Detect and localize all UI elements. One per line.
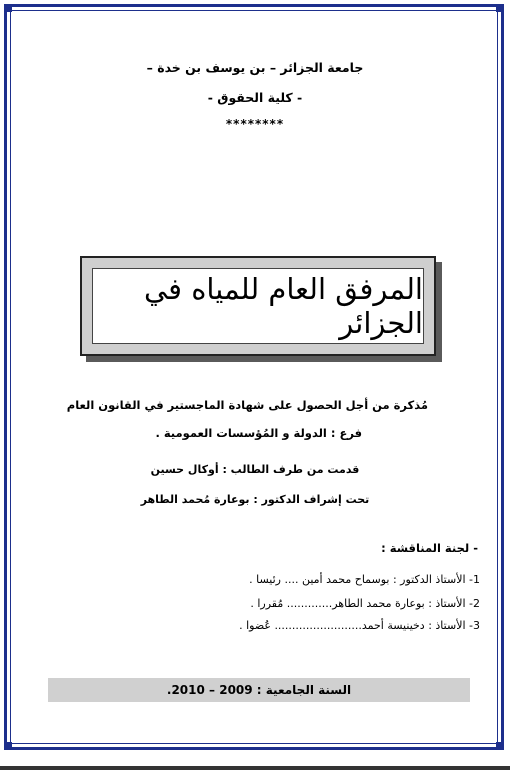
page-bottom-edge: [0, 766, 510, 770]
academic-year: السنة الجامعية : 2009 – 2010.: [166, 683, 352, 697]
thesis-title: المرفق العام للمياه في الجزائر: [92, 268, 424, 344]
border-corner: [496, 742, 504, 750]
border-corner: [4, 4, 12, 12]
student-line: قدمت من طرف الطالب : أوكال حسين: [150, 463, 360, 476]
memo-branch: فرع : الدولة و المُؤسسات العمومية .: [155, 426, 362, 440]
title-box: [80, 256, 440, 360]
title-box-bevel: [80, 256, 436, 356]
separator-stars: ********: [225, 117, 285, 131]
university-name: جامعة الجزائر – بن يوسف بن خدة –: [146, 60, 364, 75]
faculty-name: - كلية الحقوق -: [207, 90, 303, 105]
border-corner: [496, 4, 504, 12]
border-corner: [4, 742, 12, 750]
memo-purpose: مُذكرة من أجل الحصول على شهادة الماجستير في القانون العام: [66, 398, 428, 412]
academic-year-bar: [48, 678, 470, 702]
jury-title: - لجنة المناقشة :: [381, 541, 478, 555]
supervisor-line: تحت إشراف الدكتور : بوعارة مُحمد الطاهر: [140, 493, 370, 506]
jury-member: 3- الأستاذ : دخينيسة أحمد......................... عُضوا .: [239, 619, 480, 632]
jury-member: 1- الأستاذ الدكتور : بوسماح محمد أمين .... رئيسا .: [249, 573, 480, 586]
jury-member: 2- الأستاذ : بوعارة محمد الطاهر............. مُقررا .: [250, 597, 480, 610]
